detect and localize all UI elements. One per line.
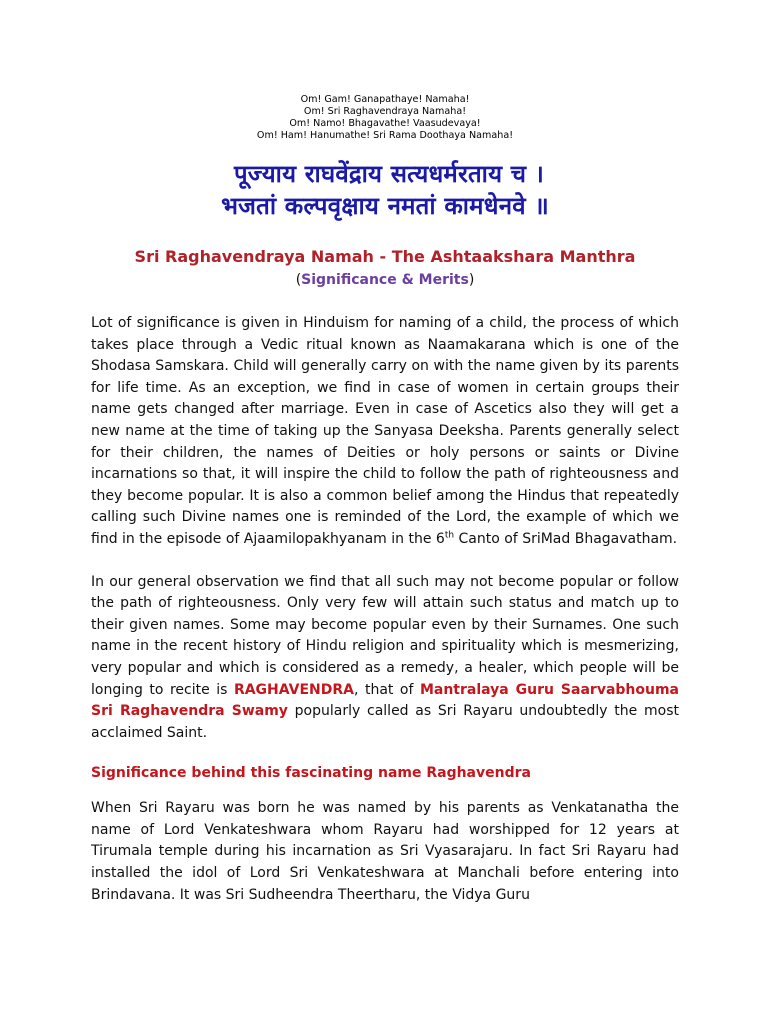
section-heading: Significance behind this fascinating name Raghavendra	[91, 765, 531, 782]
invocation-line: Om! Ham! Hanumathe! Sri Rama Doothaya Namaha!	[256, 130, 514, 141]
invocations	[91, 0, 679, 142]
highlighted-full-name: Mantralaya Guru Saarvabhouma Sri Raghavendra Swamy	[91, 681, 679, 720]
paragraph-2-tail: popularly called as Sri Rayaru undoubtedly the most acclaimed Saint.	[91, 703, 679, 741]
invocation-line: Om! Sri Raghavendraya Namaha!	[303, 106, 467, 117]
paragraph-1-tail: Canto of SriMad Bhagavatham.	[454, 530, 678, 547]
subtitle-open-paren: (	[295, 272, 302, 288]
subtitle-close-paren: )	[468, 272, 475, 288]
ordinal-suffix: th	[444, 530, 455, 541]
paragraph-1	[91, 313, 679, 551]
shloka-line-1: पूज्याय राघवेंद्राय सत्यधर्मरताय च ।	[233, 160, 545, 188]
shloka-line-2: भजतां कल्पवृक्षाय नमतां कामधेनवे ॥	[221, 192, 549, 220]
sanskrit-shloka	[91, 158, 679, 222]
paragraph-2	[91, 572, 679, 745]
subtitle-text: Significance & Merits	[301, 272, 469, 288]
paragraph-2-text: In our general observation we find that all such may not become popular or follow the path of righteousness. Only very few will attain such status and match up to their given names. Some may become popular even by their Surnames. One such name in the recent history of Hindu religion and spirituality which is mesmerizing, very popular and which is considered as a remedy, a healer, which people will be longing to recite is	[91, 573, 679, 698]
highlighted-name: RAGHAVENDRA	[233, 681, 354, 698]
paragraph-1-text: Lot of significance is given in Hinduism for naming of a child, the process of which takes place through a Vedic ritual known as Naamakarana which is one of the Shodasa Samskara. Child will generally carry on with the name given by its parents for life time. As an exception, we find in case of women in certain groups their name gets changed after marriage. Even in case of Ascetics also they will get a new name at the time of taking up the Sanyasa Deeksha. Parents generally select for their children, the names of Deities or holy persons or saints or Divine incarnations so that, it will inspire the child to follow the path of righteousness and they become popular. It is also a common belief among the Hindus that repeatedly calling such Divine names one is reminded of the Lord, the example of which we find in the episode of Ajaamilopakhyanam in the 6	[91, 315, 679, 547]
paragraph-3: When Sri Rayaru was born he was named by his parents as Venkatanatha the name of Lord Venkateshwara whom Rayaru had worshipped for 12 years at Tirumala temple during his incarnation as Sri Vyasarajaru. In fact Sri Rayaru had installed the idol of Lord Sri Venkateshwara at Manchali before entering into Brindavana. It was Sri Sudheendra Theertharu, the Vidya Guru	[91, 800, 679, 903]
invocation-line: Om! Gam! Ganapathaye! Namaha!	[300, 94, 470, 105]
page-subtitle	[91, 270, 679, 290]
page-title: Sri Raghavendraya Namah - The Ashtaakshara Manthra	[134, 247, 636, 266]
paragraph-2-mid: , that of	[354, 681, 420, 698]
invocation-line: Om! Namo! Bhagavathe! Vaasudevaya!	[289, 118, 481, 129]
